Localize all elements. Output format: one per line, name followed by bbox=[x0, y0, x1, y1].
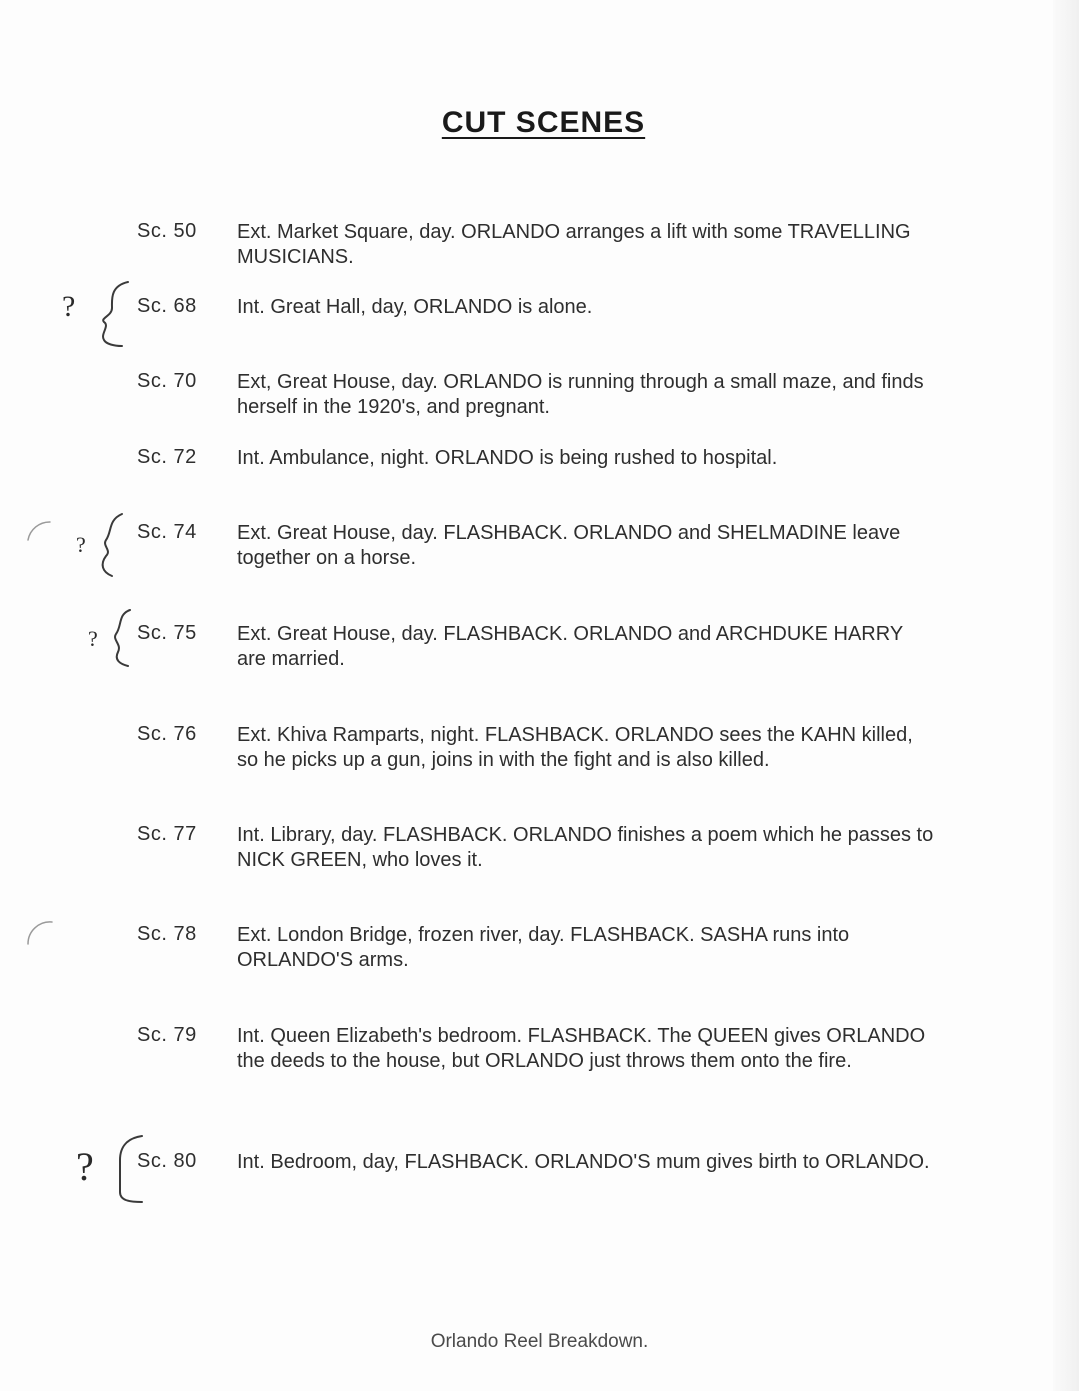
page-edge-shadow bbox=[1053, 0, 1079, 1391]
bracket-icon bbox=[103, 282, 128, 346]
punch-hole-icon bbox=[28, 922, 52, 944]
scene-number: Sc. 74 bbox=[137, 521, 197, 543]
scene-number: Sc. 77 bbox=[137, 823, 197, 845]
scene-number: Sc. 50 bbox=[137, 220, 197, 242]
scene-description: Int. Queen Elizabeth's bedroom. FLASHBACK. The QUEEN gives ORLANDO the deeds to the house, but ORLANDO just throws them onto the fire. bbox=[237, 1025, 926, 1072]
scene-number: Sc. 79 bbox=[137, 1024, 197, 1046]
scene-number: Sc. 68 bbox=[137, 295, 197, 317]
scene-number: Sc. 80 bbox=[137, 1150, 197, 1172]
page-footer: Orlando Reel Breakdown. bbox=[430, 1331, 649, 1352]
question-mark-icon: ? bbox=[76, 1144, 94, 1189]
question-mark-icon: ? bbox=[76, 532, 86, 557]
bracket-icon bbox=[115, 610, 130, 666]
scene-number: Sc. 72 bbox=[137, 446, 197, 468]
question-mark-icon: ? bbox=[88, 626, 98, 651]
scene-description: Int. Bedroom, day, FLASHBACK. ORLANDO'S mum gives birth to ORLANDO. bbox=[237, 1151, 930, 1173]
scene-number: Sc. 70 bbox=[137, 370, 197, 392]
scene-description: Ext. Great House, day. FLASHBACK. ORLANDO and SHELMADINE leave together on a horse. bbox=[237, 522, 901, 569]
scene-description: Ext. Great House, day. FLASHBACK. ORLANDO and ARCHDUKE HARRY are married. bbox=[237, 623, 903, 670]
scene-description: Int. Great Hall, day, ORLANDO is alone. bbox=[237, 296, 593, 318]
scene-description: Ext. Market Square, day. ORLANDO arranges a lift with some TRAVELLING MUSICIANS. bbox=[237, 221, 911, 268]
scene-description: Int. Library, day. FLASHBACK. ORLANDO finishes a poem which he passes to NICK GREEN, who loves it. bbox=[237, 824, 934, 871]
punch-hole-icon bbox=[28, 522, 50, 540]
scene-description: Ext. London Bridge, frozen river, day. FLASHBACK. SASHA runs into ORLANDO'S arms. bbox=[237, 924, 850, 971]
scene-description: Int. Ambulance, night. ORLANDO is being rushed to hospital. bbox=[237, 447, 778, 469]
bracket-icon bbox=[103, 514, 122, 576]
scene-description: Ext. Khiva Ramparts, night. FLASHBACK. ORLANDO sees the KAHN killed, so he picks up a gun, joins in with the fight and is also killed. bbox=[237, 724, 913, 771]
scene-description: Ext, Great House, day. ORLANDO is running through a small maze, and finds herself in the 1920's, and pregnant. bbox=[237, 371, 924, 418]
scene-number: Sc. 78 bbox=[137, 923, 197, 945]
scene-number: Sc. 76 bbox=[137, 723, 197, 745]
page-title: CUT SCENES bbox=[441, 106, 646, 139]
question-mark-icon: ? bbox=[62, 290, 76, 323]
scene-number: Sc. 75 bbox=[137, 622, 197, 644]
